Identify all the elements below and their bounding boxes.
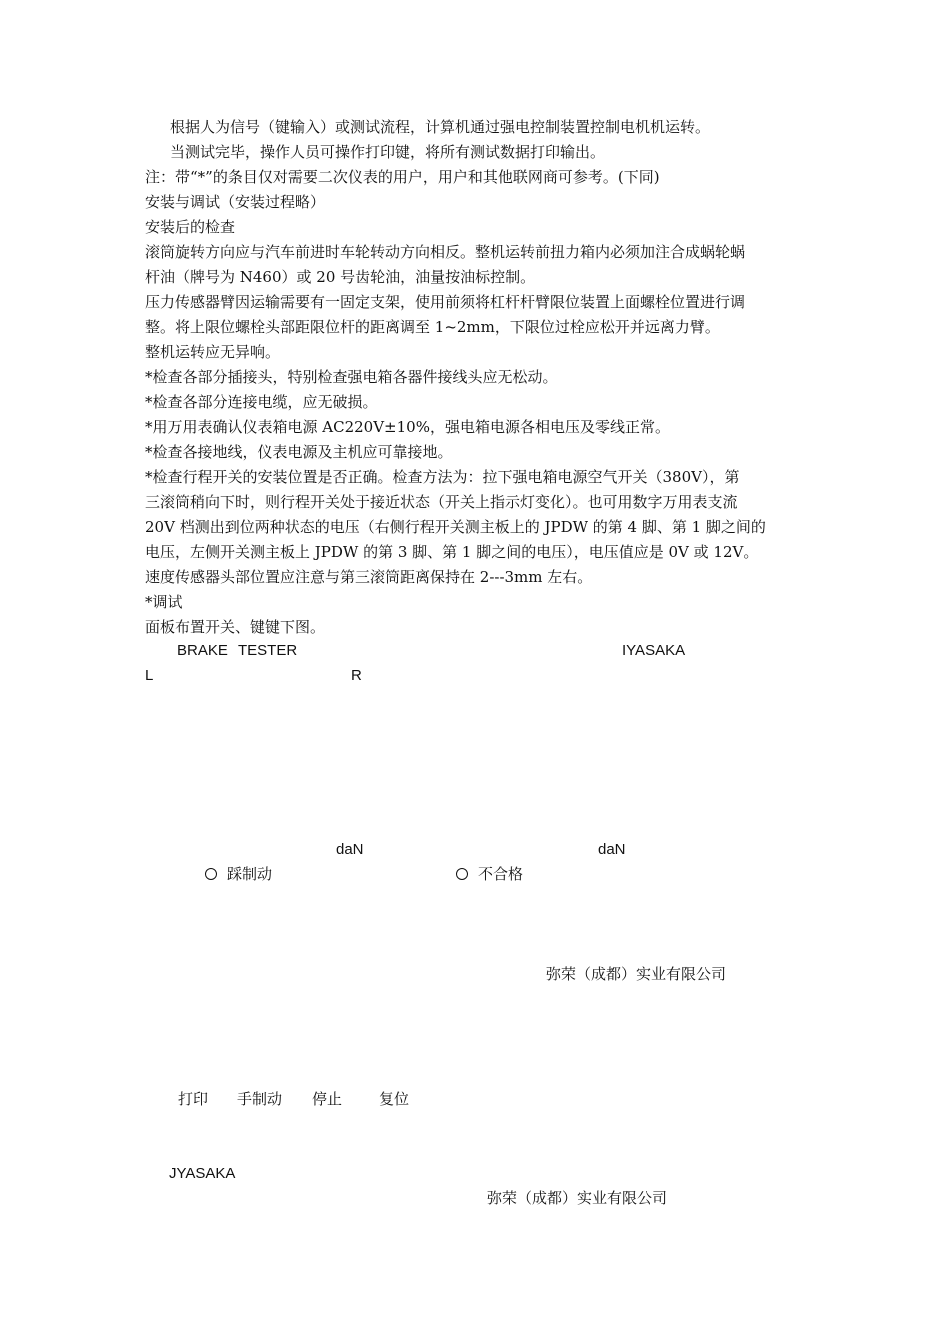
- panel-brand-bottom: JYASAKA: [169, 1165, 236, 1182]
- checklist-item: *检查各接地线，仪表电源及主机应可靠接地。: [145, 443, 453, 461]
- paragraph-line: 三滚筒稍向下时，则行程开关处于接近状态（开关上指示灯变化）。也可用数字万用表支流: [145, 493, 738, 511]
- paragraph-line: 滚筒旋转方向应与汽车前进时车轮转动方向相反。整机运转前扭力箱内必须加注合成蜗轮蜗: [145, 243, 746, 261]
- paragraph-line: 整机运转应无异响。: [145, 343, 281, 361]
- company-name-bottom: 弥荣（成都）实业有限公司: [487, 1189, 668, 1207]
- paragraph-line: 电压，左侧开关测主板上 JPDW 的第 3 脚、第 1 脚之间的电压），电压值应是 0V 或 12V。: [145, 543, 759, 561]
- company-name: 弥荣（成都）实业有限公司: [546, 965, 727, 983]
- indicator-fail: [456, 862, 523, 886]
- unit-right: daN: [598, 841, 626, 858]
- indicator-brake-pedal-label: 踩制动: [227, 865, 273, 883]
- checklist-item: *检查各部分连接电缆，应无破损。: [145, 393, 378, 411]
- paragraph-line: 整。将上限位螺栓头部距限位杆的距离调至 1~2mm，下限位过栓应松开并远离力臂。: [145, 318, 720, 336]
- indicator-circle-icon: [456, 868, 468, 880]
- stop-key-label: 停止: [312, 1090, 343, 1108]
- panel-brand-top: IYASAKA: [622, 642, 686, 659]
- subsection-heading: 安装后的检查: [145, 218, 236, 236]
- panel-right-label: R: [351, 667, 362, 684]
- reset-key-label: 复位: [379, 1090, 410, 1108]
- section-heading: 安装与调试（安装过程略）: [145, 193, 326, 211]
- indicator-fail-label: 不合格: [478, 865, 524, 883]
- paragraph-line: 速度传感器头部位置应注意与第三滚筒距离保持在 2---3mm 左右。: [145, 568, 593, 586]
- checklist-item: *用万用表确认仪表箱电源 AC220V±10%，强电箱电源各相电压及零线正常。: [145, 418, 670, 436]
- panel-brake-label: BRAKE: [177, 642, 228, 659]
- unit-left: daN: [336, 841, 364, 858]
- checklist-item: *检查各部分插接头，特别检查强电箱各器件接线头应无松动。: [145, 368, 558, 386]
- panel-tester-label: TESTER: [238, 642, 298, 659]
- handbrake-key-label: 手制动: [237, 1090, 283, 1108]
- paragraph-line: 根据人为信号（键输入）或测试流程，计算机通过强电控制装置控制电机机运转。: [170, 118, 711, 136]
- note-line: 注：带“*”的条目仅对需要二次仪表的用户，用户和其他联网商可参考。(下同): [145, 168, 660, 186]
- paragraph-line: 杆油（牌号为 N460）或 20 号齿轮油，油量按油标控制。: [145, 268, 536, 286]
- subsection-heading: *调试: [145, 593, 183, 611]
- paragraph-line: 面板布置开关、键键下图。: [145, 618, 326, 636]
- paragraph-line: 当测试完毕，操作人员可操作打印键，将所有测试数据打印输出。: [170, 143, 606, 161]
- paragraph-line: 压力传感器臂因运输需要有一固定支架，使用前须将杠杆杆臂限位装置上面螺栓位置进行调: [145, 293, 746, 311]
- indicator-circle-icon: [205, 868, 217, 880]
- paragraph-line: 20V 档测出到位两种状态的电压（右侧行程开关测主板上的 JPDW 的第 4 脚、第 1 脚之间的: [145, 518, 766, 536]
- panel-left-label: L: [145, 667, 154, 684]
- indicator-brake-pedal: [205, 862, 272, 886]
- print-key-label: 打印: [178, 1090, 209, 1108]
- checklist-item: *检查行程开关的安装位置是否正确。检查方法为：拉下强电箱电源空气开关（380V），第: [145, 468, 740, 486]
